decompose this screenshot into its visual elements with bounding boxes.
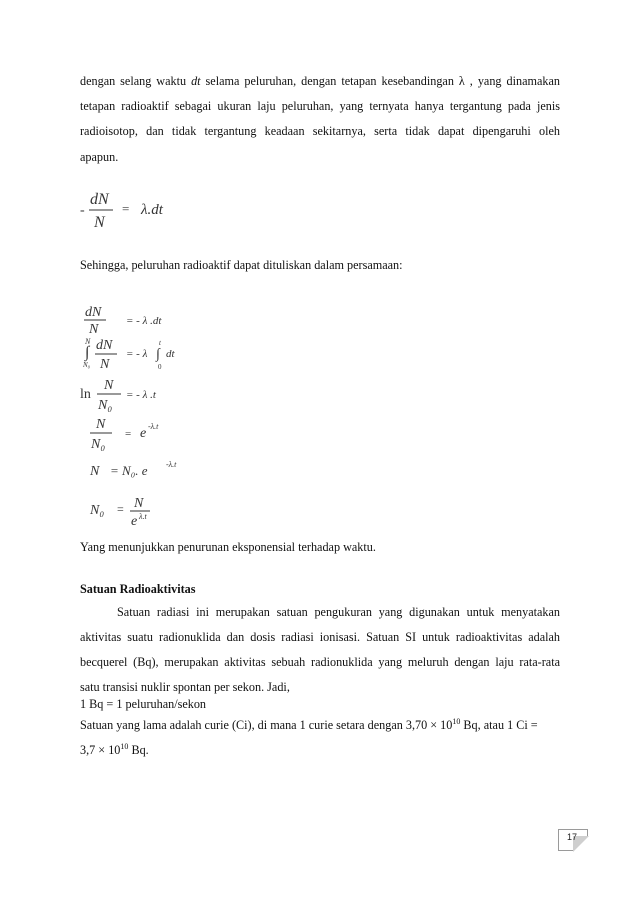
eq1-rhs: λ.dt (141, 202, 163, 218)
e5-lhs: N (90, 464, 100, 479)
e2-numerator: dN (96, 338, 113, 353)
e4-exponent: -λ.t (148, 422, 159, 431)
intro-line-2: tetapan radioaktif sebagai ukuran laju peluruhan, yang ternyata hanya tergantung pada jenis (80, 99, 560, 113)
equation-1 (80, 191, 164, 231)
e1-denominator: N (89, 322, 99, 337)
e4-equals: = (125, 428, 132, 440)
e2-rhs: = - λ (126, 348, 148, 360)
e2-integral-sign: ∫ (85, 344, 90, 361)
curie-text-d: Bq. (128, 743, 149, 757)
sentence-sehingga: Sehingga, peluruhan radioaktif dapat dituliskan dalam persamaan: (80, 258, 403, 272)
page-number: 17 (566, 832, 577, 842)
curie-text-a: Satuan yang lama adalah curie (Ci), di mana 1 curie setara dengan 3,70 × 10 (80, 718, 453, 732)
e2-int2-upper: t (159, 339, 161, 347)
intro-line-3: radioisotop, dan tidak tergantung keadaan sekitarnya, serta tidak dapat dipengaruhi oleh (80, 124, 560, 138)
intro-dt-italic: dt (191, 74, 201, 88)
e5-exponent: -λ.t (166, 460, 177, 469)
eq1-numerator: dN (90, 191, 109, 208)
eq1-equals: = (122, 201, 130, 216)
intro-line-1: dengan selang waktu dt selama peluruhan, dengan tetapan kesebandingan λ , yang dinamakan (80, 74, 560, 88)
intro-line-4: apapun. (80, 150, 119, 164)
section-line-4: satu transisi nuklir spontan per sekon. Jadi, (80, 680, 290, 694)
e2-int2-lower: 0 (158, 363, 162, 371)
eq-line-5 (89, 460, 177, 479)
e2-dt: dt (166, 348, 175, 360)
section-heading: Satuan Radioaktivitas (80, 582, 196, 596)
e3-denominator: N₀ (98, 398, 113, 413)
e2-int-upper: N (85, 337, 91, 346)
e6-denominator: e (131, 514, 138, 529)
bq-definition: 1 Bq = 1 peluruhan/sekon (80, 697, 207, 711)
section-line-3: becquerel (Bq), merupakan aktivitas sebuah radionuklida yang meluruh dengan laju rata-rata (80, 655, 560, 669)
e2-integral-sign-2: ∫ (156, 347, 160, 362)
sentence-eksponensial: Yang menunjukkan penurunan eksponensial terhadap waktu. (80, 540, 376, 554)
e2-int-lower: N₀ (83, 361, 91, 369)
e4-denominator: N₀ (91, 437, 106, 452)
page-number-box (558, 829, 588, 851)
e3-rhs: = - λ .t (126, 389, 156, 401)
curie-exponent-a: 10 (452, 716, 461, 726)
e6-equals: = (117, 502, 124, 516)
curie-line-1 (80, 718, 538, 733)
eq-line-3 (80, 378, 157, 413)
e6-lhs: N₀ (90, 503, 105, 518)
eq-line-6 (89, 496, 150, 529)
section-line-2: aktivitas suatu radionuklida dan dosis radiasi ionisasi. Satuan SI untuk radioaktivitas adalah (80, 630, 560, 644)
e6-numerator: N (134, 496, 144, 511)
e1-rhs: = - λ .dt (126, 315, 162, 327)
eq-line-4 (90, 417, 159, 452)
e1-numerator: dN (85, 305, 102, 320)
e4-numerator: N (96, 417, 106, 432)
eq1-denominator: N (94, 214, 105, 231)
e2-denominator: N (100, 357, 110, 372)
e4-e: e (140, 426, 147, 441)
section-line-1: Satuan radiasi ini merupakan satuan pengukuran yang digunakan untuk menyatakan (117, 605, 560, 619)
curie-text-c: 3,7 × 10 (80, 743, 121, 757)
eq-line-2 (82, 337, 176, 372)
curie-line-2 (80, 743, 149, 758)
eq1-minus: - (80, 203, 85, 218)
eq-line-1 (84, 305, 162, 337)
e3-ln: ln (80, 387, 91, 402)
curie-exponent-b: 10 (120, 741, 129, 751)
e6-exponent: λ.t (139, 512, 147, 521)
e5-rhs: = N₀. e (110, 463, 148, 478)
curie-text-b: Bq, atau 1 Ci = (460, 718, 538, 732)
e3-numerator: N (104, 378, 114, 393)
